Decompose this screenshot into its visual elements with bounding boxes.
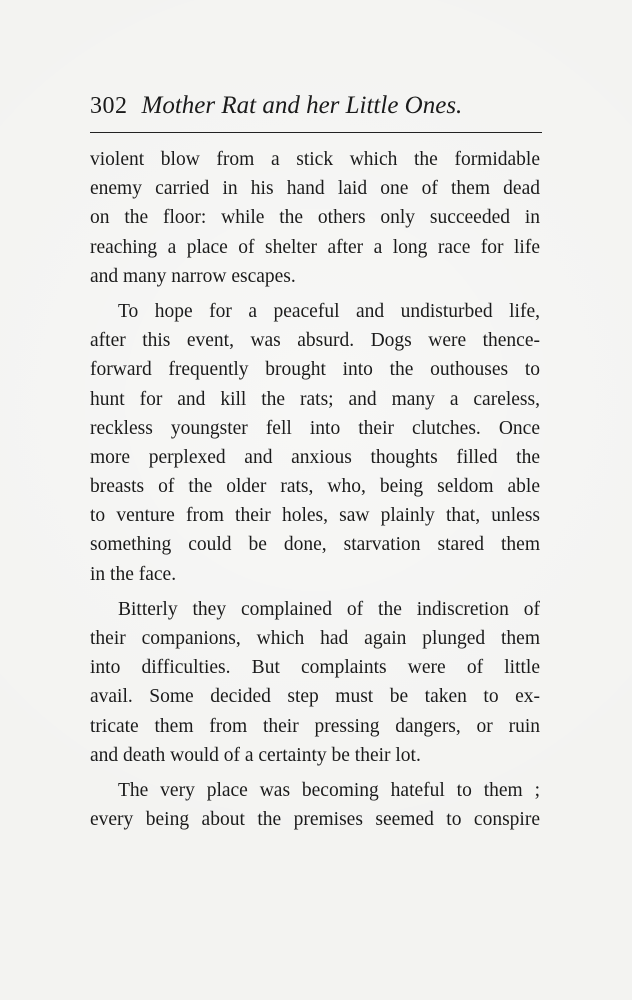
page-header (90, 92, 542, 128)
text-line: The very place was becoming hateful to them ; (118, 779, 540, 801)
text-line: tricate them from their pressing dangers, or ruin (90, 715, 540, 737)
text-line: violent blow from a stick which the formidable (90, 149, 540, 170)
text-line: enemy carried in his hand laid one of them dead (90, 178, 540, 200)
text-line: and many narrow escapes. (90, 265, 296, 287)
text-line: every being about the premises seemed to conspire (90, 809, 540, 831)
text-line: after this event, was absurd. Dogs were thence- (90, 330, 540, 352)
text-line: breasts of the older rats, who, being seldom able (90, 476, 540, 498)
running-title: Mother Rat and her Little Ones. (141, 92, 463, 119)
text-line: avail. Some decided step must be taken to ex- (90, 686, 540, 708)
body-text (90, 145, 540, 834)
text-line: in the face. (90, 563, 177, 585)
text-line: and death would of a certainty be their lot. (90, 744, 421, 766)
text-line: forward frequently brought into the outhouses to (90, 359, 540, 381)
text-line: reaching a place of shelter after a long race for life (90, 236, 540, 258)
text-line: Bitterly they complained of the indiscretion of (118, 598, 540, 620)
text-line: reckless youngster fell into their clutches. Once (90, 417, 540, 439)
text-line: hunt for and kill the rats; and many a careless, (90, 388, 540, 410)
text-line: To hope for a peaceful and undisturbed life, (118, 300, 540, 322)
text-line: more perplexed and anxious thoughts filled the (90, 446, 540, 468)
text-line: to venture from their holes, saw plainly that, unless (90, 505, 540, 527)
text-line: into difficulties. But complaints were of little (90, 657, 540, 679)
text-line: something could be done, starvation stared them (90, 534, 540, 556)
header-rule (90, 132, 542, 133)
text-line: their companions, which had again plunged them (90, 628, 540, 649)
page-number: 302 (90, 93, 128, 119)
text-line: on the floor: while the others only succeeded in (90, 207, 540, 229)
